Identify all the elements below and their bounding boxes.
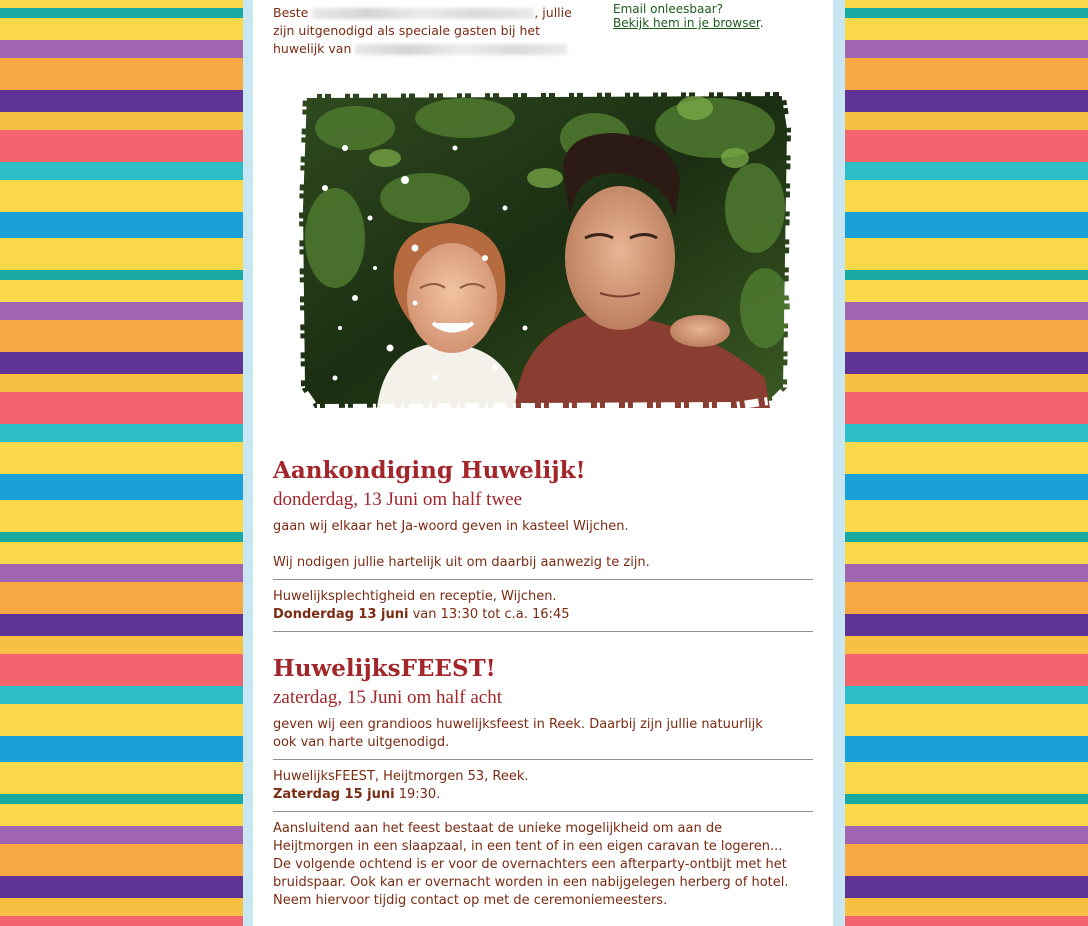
unreadable-question: Email onleesbaar?	[613, 2, 724, 16]
overnight-line: Heijtmorgen in een slaapzaal, in een tent of in een eigen caravan te logeren...	[273, 839, 783, 854]
couple-photo	[295, 88, 795, 420]
overnight-line: Aansluitend aan het feest bestaat de unieke mogelijkheid om aan de	[273, 821, 723, 836]
greeting-suffix: , jullie	[534, 5, 572, 20]
party-datetime	[273, 786, 813, 804]
redacted-couple-names	[355, 44, 567, 55]
divider	[273, 579, 813, 580]
greeting-line-2: zijn uitgenodigd als speciale gasten bij het	[273, 23, 541, 38]
party-date: Zaterdag 15 juni	[273, 787, 395, 802]
header-links	[613, 2, 764, 30]
divider	[273, 759, 813, 760]
view-in-browser-link[interactable]: Bekijk hem in je browser	[613, 16, 760, 30]
greeting-line-3: huwelijk van	[273, 41, 352, 56]
overnight-line: De volgende ochtend is er voor de overnachters een afterparty-ontbijt met het	[273, 857, 787, 872]
announcement-subtitle: donderdag, 13 Juni om half twee	[273, 489, 523, 510]
announcement-text-1: gaan wij elkaar het Ja-woord geven in kasteel Wijchen.	[273, 519, 629, 534]
greeting-prefix: Beste	[273, 5, 309, 20]
greeting	[273, 4, 583, 58]
party-text-line-2: ook van harte uitgenodigd.	[273, 735, 450, 750]
divider	[273, 811, 813, 812]
redacted-name	[312, 8, 534, 19]
overnight-line: Neem hiervoor tijdig contact op met de ceremoniemeesters.	[273, 893, 668, 908]
email-content	[273, 0, 813, 926]
divider	[273, 631, 813, 632]
ceremony-time: van 13:30 tot c.a. 16:45	[408, 607, 570, 622]
overnight-line: bruidspaar. Ook kan er overnacht worden in een nabijgelegen herberg of hotel.	[273, 875, 789, 890]
ceremony-venue: Huwelijksplechtigheid en receptie, Wijchen.	[273, 589, 557, 604]
announcement-title: Aankondiging Huwelijk!	[273, 457, 586, 484]
party-time: 19:30.	[394, 787, 441, 802]
link-suffix: .	[759, 16, 764, 30]
party-venue: HuwelijksFEEST, Heijtmorgen 53, Reek.	[273, 769, 529, 784]
party-text-line-1: geven wij een grandioos huwelijksfeest in Reek. Daarbij zijn jullie natuurlijk	[273, 717, 763, 732]
party-subtitle: zaterdag, 15 Juni om half acht	[273, 687, 502, 708]
announcement-text-2: Wij nodigen jullie hartelijk uit om daarbij aanwezig te zijn.	[273, 555, 650, 570]
ceremony-date: Donderdag 13 juni	[273, 607, 409, 622]
party-text	[273, 716, 813, 752]
overnight-info	[273, 820, 813, 910]
party-title: HuwelijksFEEST!	[273, 655, 496, 682]
ceremony-datetime	[273, 606, 813, 624]
